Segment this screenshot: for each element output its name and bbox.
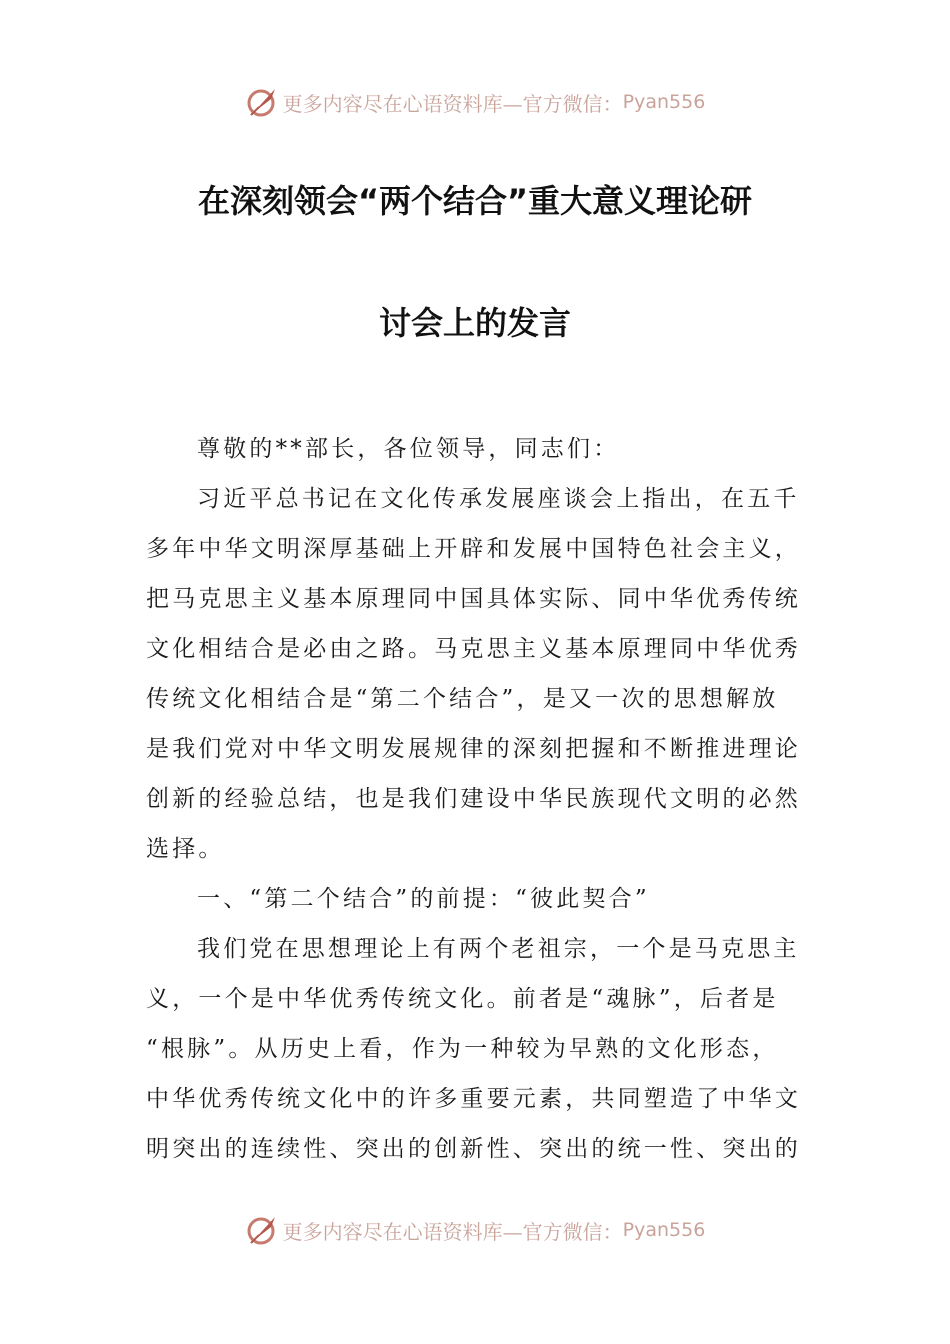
- paragraph-line: 是我们党对中华文明发展规律的深刻把握和不断推进理论: [146, 736, 801, 762]
- paragraph-line: 文化相结合是必由之路。马克思主义基本原理同中华优秀: [146, 636, 801, 662]
- paragraph-section-1: [146, 924, 806, 1174]
- paragraph-line: 选择。: [146, 836, 225, 862]
- paragraph-line: 多年中华文明深厚基础上开辟和发展中国特色社会主义，: [146, 536, 801, 562]
- quill-logo-icon: [245, 85, 279, 119]
- paragraph-line: 创新的经验总结，也是我们建设中华民族现代文明的必然: [146, 786, 801, 812]
- paragraph-intro: [146, 474, 806, 874]
- section-heading-1: [146, 874, 806, 924]
- document-body: [146, 424, 806, 1174]
- paragraph-line: 明突出的连续性、突出的创新性、突出的统一性、突出的: [146, 1136, 801, 1162]
- watermark-banner-bottom: [0, 1210, 950, 1250]
- watermark-text: 更多内容尽在心语资料库—官方微信：: [282, 1219, 623, 1244]
- paragraph-line: 习近平总书记在文化传承发展座谈会上指出，在五千: [197, 486, 800, 512]
- paragraph-line: 义，一个是中华优秀传统文化。前者是“魂脉”，后者是: [146, 986, 779, 1012]
- paragraph-line: 尊敬的**部长，各位领导，同志们：: [197, 436, 620, 462]
- watermark-banner-top: [0, 82, 950, 122]
- paragraph-line: 一、“第二个结合”的前提：“彼此契合”: [197, 886, 650, 912]
- paragraph-line: 中华优秀传统文化中的许多重要元素，共同塑造了中华文: [146, 1086, 801, 1112]
- paragraph-line: 传统文化相结合是“第二个结合”，是又一次的思想解放: [146, 686, 779, 712]
- watermark-text: 更多内容尽在心语资料库—官方微信：: [282, 91, 623, 116]
- watermark-wechat-id: Pyan556: [622, 91, 706, 113]
- document-title-line-2: 讨会上的发言: [378, 304, 571, 342]
- document-title-line-1: 在深刻领会“两个结合”重大意义理论研: [197, 182, 753, 220]
- quill-logo-icon: [245, 1213, 279, 1247]
- paragraph-line: 我们党在思想理论上有两个老祖宗，一个是马克思主: [197, 936, 800, 962]
- watermark-wechat-id: Pyan556: [622, 1219, 706, 1241]
- paragraph-line: “根脉”。从历史上看，作为一种较为早熟的文化形态，: [146, 1036, 779, 1062]
- paragraph-line: 把马克思主义基本原理同中国具体实际、同中华优秀传统: [146, 586, 801, 612]
- paragraph-salutation: [146, 424, 806, 474]
